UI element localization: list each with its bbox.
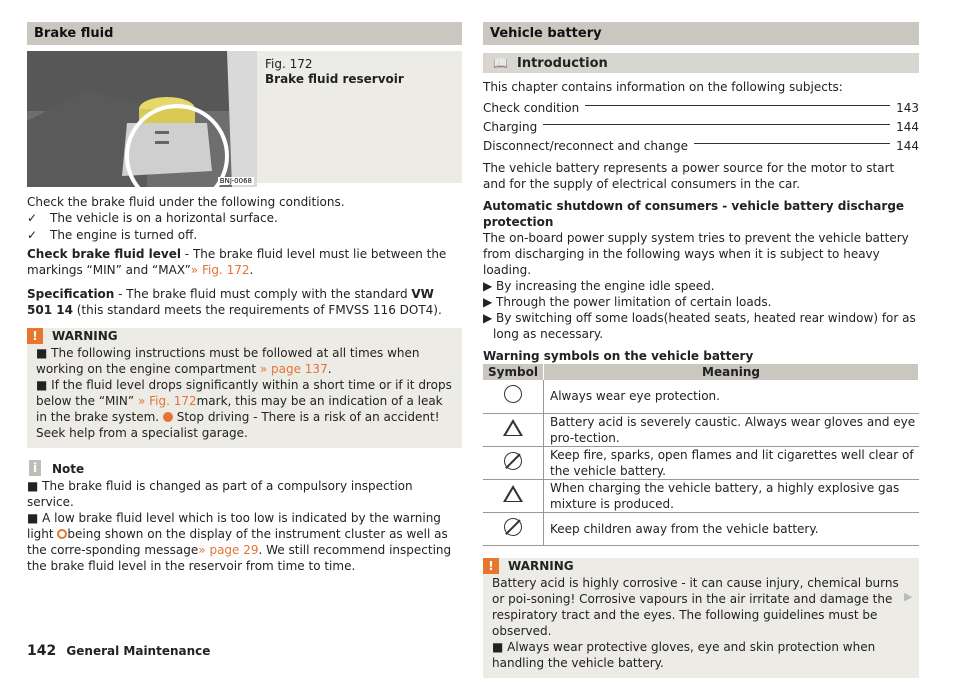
note-text: ■ The brake fluid is changed as part of a compulsory inspection service. ■ A low brake fluid level which is too low is indicated by the warning light being shown on the display of the instrument cluster as well as the corre-sponding message» page 29. We still recommend inspecting the brake fluid level in the reservoir from time to time. <box>27 479 452 573</box>
table-row: Keep children away from the vehicle battery. <box>483 512 919 545</box>
figure-title: Brake fluid reservoir <box>265 72 404 86</box>
table-row: Always wear eye protection. <box>483 380 919 413</box>
table-row: Keep fire, sparks, open flames and lit cigarettes well clear of the vehicle battery. <box>483 446 919 479</box>
page-reference-link[interactable]: » page 29 <box>198 543 259 557</box>
chapter-title: General Maintenance <box>66 644 211 658</box>
auto-shutdown-text: The on-board power supply system tries to prevent the vehicle battery from discharging in the following ways when it is subject to heavy loading. <box>483 231 909 277</box>
note-title: Note <box>52 462 85 476</box>
brake-fluid-reservoir-image <box>27 51 257 187</box>
warning-icon: ! <box>483 558 499 574</box>
table-title: Warning symbols on the vehicle battery <box>483 349 754 363</box>
explosive-gas-icon <box>503 485 523 502</box>
warning-text: ■ The following instructions must be followed at all times when working on the engine compartment » page 137. ■ If the fluid level drops significantly within a short time or if it drops below the “MIN” » Fig. 172mark, this may be an indication of a leak in the brake system. Stop driving - There is a risk of an accident! Seek help from a specialist garage. <box>36 346 452 440</box>
intro-text: This chapter contains information on the following subjects: <box>483 80 843 94</box>
bullet-item: ▶ By increasing the engine idle speed. <box>483 279 715 293</box>
acid-warning-icon <box>503 419 523 436</box>
auto-shutdown-title: Automatic shutdown of consumers - vehicle battery discharge protection <box>483 199 905 229</box>
warning-title: WARNING <box>508 558 574 573</box>
toc-entry[interactable]: Charging 144 <box>483 120 919 134</box>
brake-warning-light-icon <box>163 412 173 422</box>
condition-item: ✓ The engine is turned off. <box>27 228 198 242</box>
page-reference-link[interactable]: » page 137 <box>259 362 328 376</box>
condition-item: ✓ The vehicle is on a horizontal surface. <box>27 211 278 225</box>
section-heading-brake-fluid: Brake fluid <box>27 22 462 45</box>
table-row: Battery acid is severely caustic. Always wear gloves and eye pro-tection. <box>483 413 919 446</box>
book-icon: 📖 <box>493 56 508 70</box>
figure-code: BNJ-0068 <box>219 177 252 185</box>
checkmark-icon: ✓ <box>27 211 38 225</box>
battery-paragraph: The vehicle battery represents a power source for the motor to start and for the supply of electrical consumers in the car. <box>483 161 895 191</box>
figure-caption <box>265 57 404 87</box>
bullet-item: ▶ Through the power limitation of certain loads. <box>483 295 772 309</box>
warning-box <box>27 328 462 448</box>
conditions-intro: Check the brake fluid under the following conditions. <box>27 195 345 209</box>
no-fire-icon <box>504 452 522 470</box>
toc-entry[interactable]: Disconnect/reconnect and change 144 <box>483 139 919 153</box>
table-of-contents <box>483 99 919 156</box>
figure-number: Fig. 172 <box>265 57 313 71</box>
info-icon: i <box>29 460 41 476</box>
warning-text: Battery acid is highly corrosive - it can cause injury, chemical burns or poi-soning! Corrosive vapours in the air irritate and damage the respiratory tract and the eyes. The following guidelines must be observed. ■ Always wear protective gloves, eye and skin protection when handling the vehicle battery. <box>492 575 899 670</box>
section-heading-vehicle-battery: Vehicle battery <box>483 22 919 45</box>
toc-entry[interactable]: Check condition 143 <box>483 101 919 115</box>
introduction-heading: 📖 Introduction <box>483 53 919 73</box>
figure-box <box>27 51 462 183</box>
eye-protection-icon <box>504 385 522 403</box>
left-column <box>27 22 462 574</box>
checkmark-icon: ✓ <box>27 228 38 242</box>
warning-symbols-table <box>483 364 919 546</box>
check-paragraph: Check brake fluid level - The brake fluid level must lie between the markings “MIN” and “MAX”» Fig. 172. <box>27 247 447 277</box>
keep-children-away-icon <box>504 518 522 536</box>
page-footer <box>27 643 210 659</box>
specification-paragraph: Specification - The brake fluid must comply with the standard VW 501 14 (this standard meets the requirements of FMVSS 116 DOT4). <box>27 287 442 317</box>
fig-reference-link[interactable]: » Fig. 172 <box>137 394 197 408</box>
bullet-item: ▶ By switching off some loads(heated seats, heated rear window) for as long as necessary. <box>483 311 916 341</box>
column-header-symbol: Symbol <box>483 364 544 380</box>
column-header-meaning: Meaning <box>544 364 919 380</box>
warning-icon: ! <box>27 328 43 344</box>
brake-warning-light-icon <box>57 529 67 539</box>
right-column <box>483 22 919 678</box>
fig-reference-link[interactable]: » Fig. 172 <box>190 263 250 277</box>
warning-box <box>483 558 919 678</box>
continue-arrow-icon: ▶ <box>904 590 913 603</box>
warning-title: WARNING <box>52 329 118 343</box>
table-row: When charging the vehicle battery, a highly explosive gas mixture is produced. <box>483 479 919 512</box>
page-number: 142 <box>27 643 57 659</box>
